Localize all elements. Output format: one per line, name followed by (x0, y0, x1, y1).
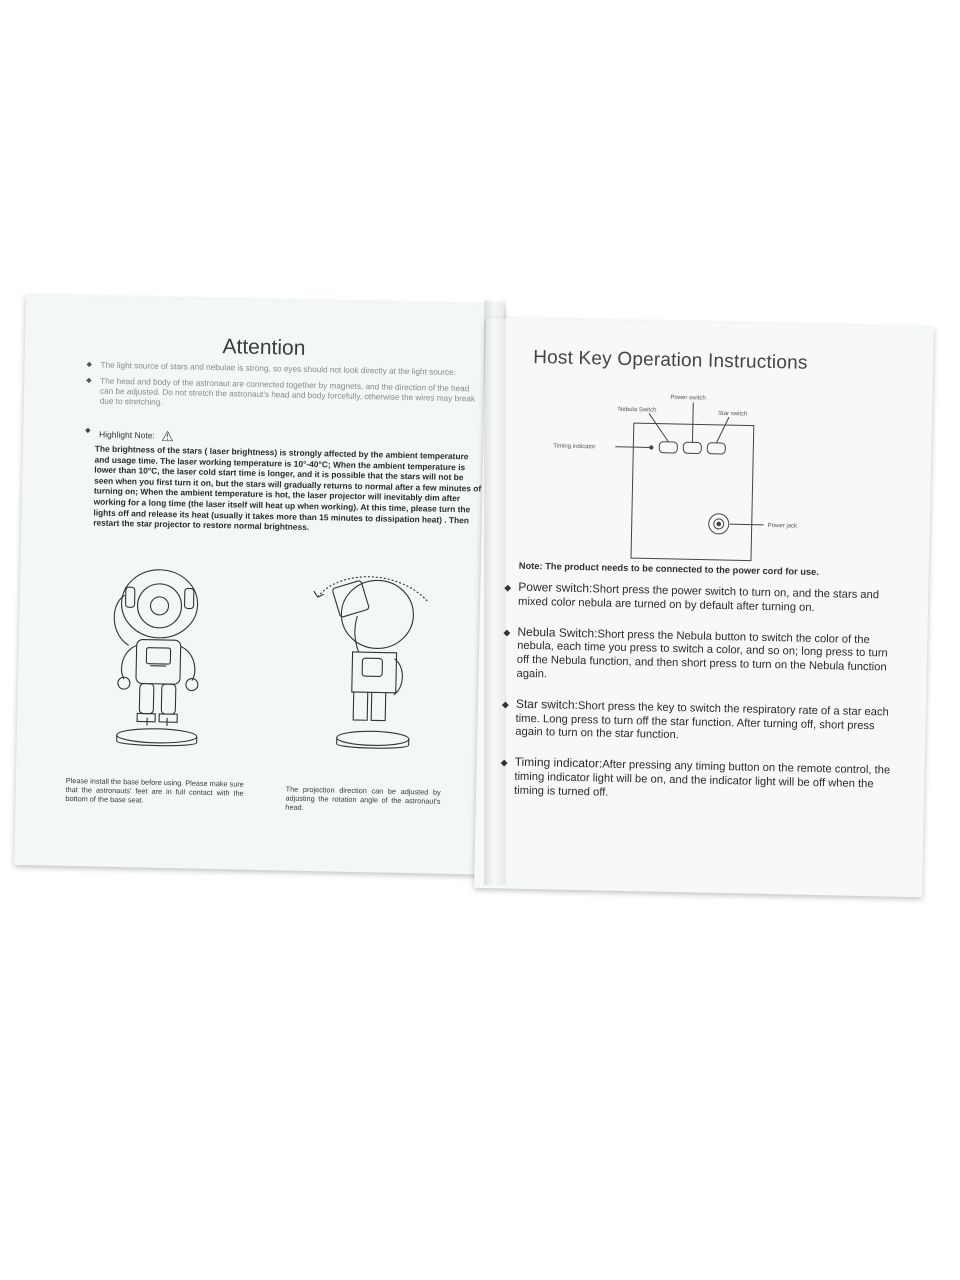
attention-item: ◆ The light source of stars and nebulae is strong, so eyes should not look directly at the light source. (86, 360, 476, 378)
star-switch-label: Star switch (717, 410, 748, 418)
item-text: Short press the key to switch the respiratory rate of a star each time. Long press to turn off the star function. After turning off, short press again to turn on the star function. (515, 699, 889, 742)
caption-install-base: Please install the base before using. Please make sure that the astronauts' feet are in full contact with the bottom of the base seat. (65, 775, 244, 805)
book-gutter (484, 300, 506, 885)
power-switch-label: Power switch (670, 394, 706, 402)
nebula-switch-label: Nebula Switch (618, 406, 657, 414)
page-title: Attention (222, 335, 306, 360)
item-text: After pressing any timing button on the remote control, the timing indicator light will be on, and the indicator light will be off when the timing is turned off. (513, 758, 891, 799)
item-text: Short press the power switch to turn on, and the stars and mixed color nebula are turned on by default after turning on. (517, 583, 880, 614)
highlight-note (83, 426, 485, 536)
operation-item-timing-indicator (500, 756, 896, 807)
operation-item-star-switch (501, 697, 897, 748)
warning-icon: ⚠ (161, 427, 174, 445)
power-cord-note: Note: The product needs to be connected to the power cord for use. (518, 560, 819, 578)
attention-page (14, 295, 504, 875)
item-label: Star switch: (515, 696, 579, 712)
host-key-diagram (518, 381, 885, 578)
host-key-page (474, 318, 934, 897)
operation-item-power-switch (504, 580, 900, 617)
astronaut-front-illustration (86, 564, 240, 757)
item-text: Short press the Nebula button to switch the color of the nebula, each time you press to switch a color, and so on; long press to turn off the Nebula function, and then short press to turn on the Nebula function again. (516, 627, 888, 681)
item-label: Nebula Switch: (517, 624, 598, 640)
attention-list (86, 360, 477, 420)
operation-item-nebula-switch (502, 625, 898, 689)
timing-indicator-label: Timing indicator (553, 443, 596, 451)
item-label: Timing indicator: (514, 754, 603, 771)
operation-list (500, 580, 900, 822)
item-label: Power switch: (518, 579, 593, 596)
highlight-body: The brightness of the stars ( laser brightness) is strongly affected by the ambient temperature and usage time. The laser working temperature is 10°-40°C; When the ambient temperature is lower than 10°C, the laser cold start time is longer, and it is possible that the stars will not be seen when you first turn it on, but the stars will gradually returns to normal after a few minutes of turning on; When the ambient temperature is hot, the laser projector will inevitably dim after working for a long time (the laser itself will heat up when working). At this time, please turn the lights off and release its heat (usually it takes more than 15 minutes to dissipation heat) . Then restart the star projector to restore normal brightness. (93, 443, 482, 533)
highlight-label: Highlight Note: (98, 429, 155, 441)
astronaut-side-illustration (294, 569, 448, 762)
attention-item: ◆ The head and body of the astronaut are connected together by magnets, and the direction of the head can be adjusted. Do not stretch the astronaut's head and body forcefully, otherwise the wires may break due to stretching. (86, 376, 477, 414)
caption-projection-direction: The projection direction can be adjusted by adjusting the rotation angle of the astronaut's head. (285, 784, 441, 812)
power-jack-label: Power jack (767, 522, 798, 530)
page-title: Host Key Operation Instructions (532, 346, 808, 374)
